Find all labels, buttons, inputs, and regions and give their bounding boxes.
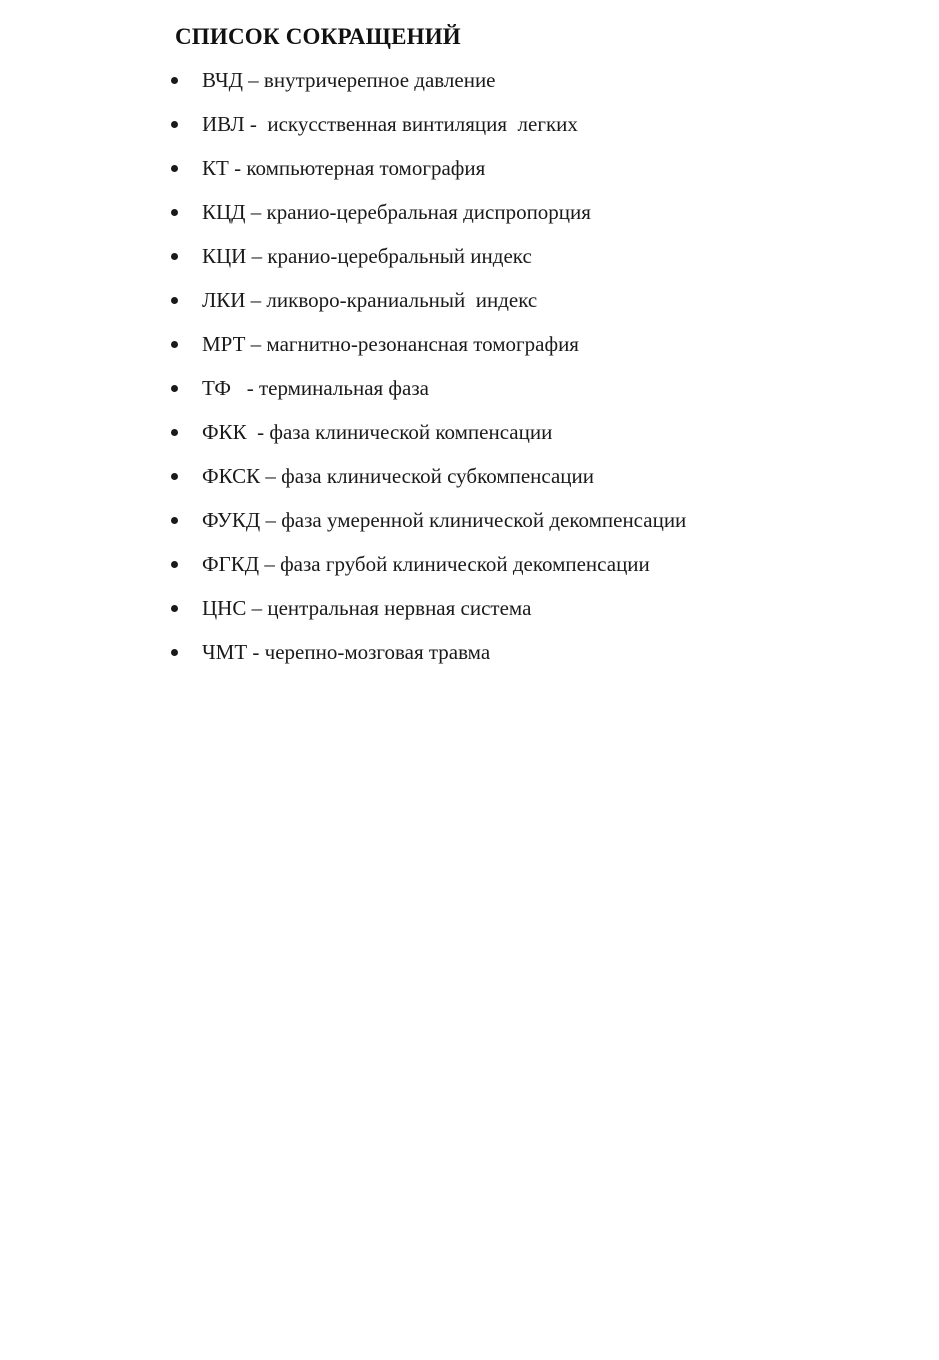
abbreviation-text: ЧМТ - черепно-мозговая травма: [202, 640, 491, 664]
list-item: [0, 459, 939, 503]
bullet-icon: [171, 473, 178, 480]
abbreviation-text: ФГКД – фаза грубой клинической декомпенсации: [202, 552, 650, 576]
bullet-icon: [171, 341, 178, 348]
abbreviation-text: КЦИ – кранио-церебральный индекс: [202, 244, 532, 268]
abbreviation-text: ТФ - терминальная фаза: [202, 376, 429, 400]
list-item: [0, 547, 939, 591]
page-title: СПИСОК СОКРАЩЕНИЙ: [175, 24, 461, 49]
bullet-icon: [171, 121, 178, 128]
bullet-icon: [171, 561, 178, 568]
bullet-icon: [171, 253, 178, 260]
abbreviation-text: КЦД – кранио-церебральная диспропорция: [202, 200, 591, 224]
list-item: [0, 591, 939, 635]
abbreviation-text: ИВЛ - искусственная винтиляция легких: [202, 112, 578, 136]
bullet-icon: [171, 605, 178, 612]
abbreviation-list: [0, 63, 939, 679]
bullet-icon: [171, 517, 178, 524]
abbreviation-text: ЦНС – центральная нервная система: [202, 596, 532, 620]
bullet-icon: [171, 297, 178, 304]
abbreviation-text: КТ - компьютерная томография: [202, 156, 486, 180]
abbreviation-text: МРТ – магнитно-резонансная томография: [202, 332, 579, 356]
list-item: [0, 239, 939, 283]
list-item: [0, 107, 939, 151]
list-item: [0, 415, 939, 459]
bullet-icon: [171, 165, 178, 172]
list-item: [0, 371, 939, 415]
abbreviation-text: ВЧД – внутричерепное давление: [202, 68, 496, 92]
list-item: [0, 635, 939, 679]
bullet-icon: [171, 385, 178, 392]
bullet-icon: [171, 429, 178, 436]
list-item: [0, 283, 939, 327]
bullet-icon: [171, 77, 178, 84]
abbreviation-text: ФКК - фаза клинической компенсации: [202, 420, 553, 444]
abbreviation-text: ЛКИ – ликворо-краниальный индекс: [202, 288, 538, 312]
list-item: [0, 151, 939, 195]
list-item: [0, 63, 939, 107]
list-item: [0, 195, 939, 239]
abbreviation-text: ФУКД – фаза умеренной клинической декомпенсации: [202, 508, 687, 532]
bullet-icon: [171, 209, 178, 216]
abbreviation-text: ФКСК – фаза клинической субкомпенсации: [202, 464, 595, 488]
bullet-icon: [171, 649, 178, 656]
list-item: [0, 503, 939, 547]
list-item: [0, 327, 939, 371]
